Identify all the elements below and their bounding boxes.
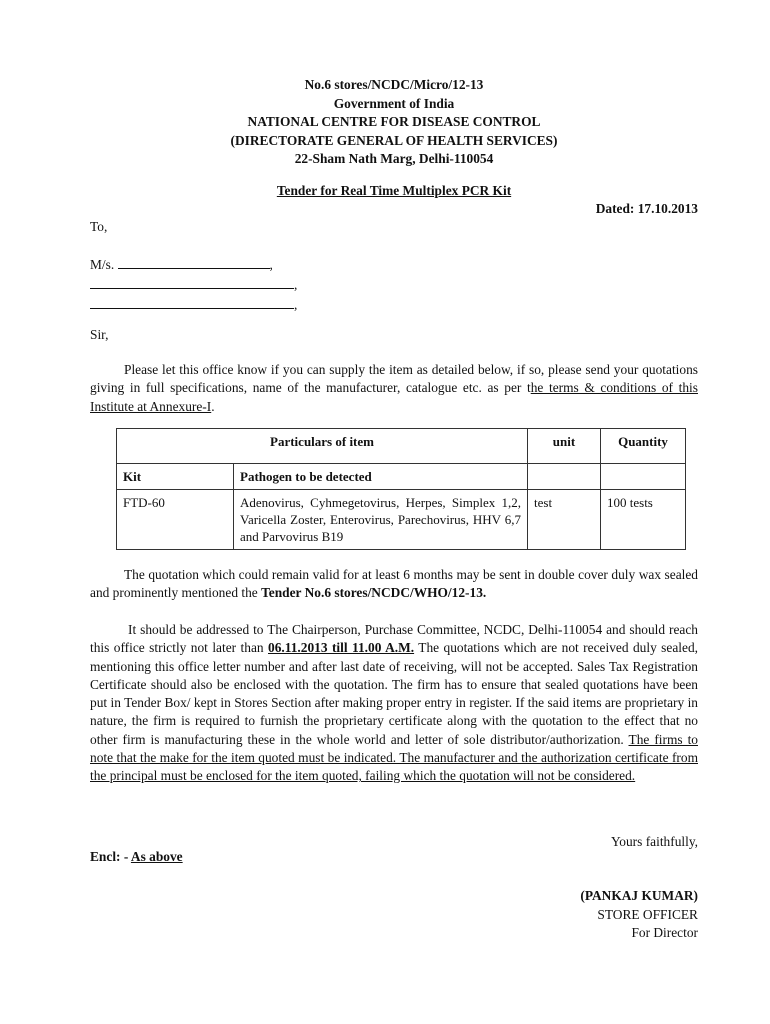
closing: Yours faithfully,: [610, 834, 698, 849]
comma: ,: [294, 297, 298, 312]
tender-number: Tender No.6 stores/NCDC/WHO/12-13.: [261, 585, 487, 601]
addressee-line-3: [90, 295, 297, 315]
header-quantity: Quantity: [601, 429, 686, 464]
signatory-name: (PANKAJ KUMAR): [580, 888, 698, 903]
header-unit: unit: [528, 429, 601, 464]
comma: ,: [269, 257, 273, 272]
letter-header: [90, 76, 698, 169]
ms-prefix: M/s.: [90, 257, 115, 272]
instructions-underlined: The firms to note that the make for the item quoted must be indicated. The manufacturer and the authorization certificate from the principal must be enclosed for the item quoted, failing which the quotation will not be considered.: [90, 731, 698, 784]
addressee-line-2: [90, 275, 297, 295]
addressee-line-1: [90, 255, 297, 275]
blank-line: [118, 257, 270, 269]
table-header-row: [117, 429, 686, 464]
government-line: Government of India: [333, 95, 455, 111]
subheader-pathogen: Pathogen to be detected: [234, 464, 528, 490]
instructions-paragraph: [90, 621, 698, 786]
cell-unit: test: [528, 490, 601, 550]
deadline: 06.11.2013 till 11.00 A.M.: [268, 640, 415, 656]
intro-end: .: [211, 398, 215, 414]
date-line: Dated: 17.10.2013: [595, 201, 698, 216]
enclosure-label: Encl: -: [90, 849, 131, 864]
addressee-block: [90, 255, 297, 315]
cell-quantity: 100 tests: [601, 490, 686, 550]
organization-address: 22-Sham Nath Marg, Delhi-110054: [294, 151, 494, 166]
intro-text: Please let this office know if you can supply the item as detailed below, if so, please send your quotations giving in full specifications, name of the manufacturer, catalogue etc. as per t: [90, 362, 698, 396]
subheader-kit: Kit: [117, 464, 234, 490]
cell-kit: FTD-60: [117, 490, 234, 550]
instructions-text-a: It should be addressed to The Chairperson, Purchase Committee, NCDC, Delhi-110054 and should reach this office strictly not later than: [90, 622, 698, 656]
instructions-text-b: The quotations which are not received duly sealed, mentioning this office letter number and after last date of receiving, will not be accepted. Sales Tax Registration Certificate should also be enclosed with the quotation. The firm has to ensure that sealed quotations have been put in Tender Box/ kept in Stores Section after making proper entry in register. If the said items are proprietary in nature, the firm is required to furnish the proprietary certificate along with the quotation to the effect that no other firm is manufacturing these in the whole world and letter of sole distributor/authorization.: [90, 640, 698, 747]
subheader-unit-empty: [528, 464, 601, 490]
directorate-name: (DIRECTORATE GENERAL OF HEALTH SERVICES): [230, 132, 558, 148]
validity-text: The quotation which could remain valid for at least 6 months may be sent in double cover duly wax sealed and prominently mentioned the: [90, 567, 698, 601]
signatory-for: For Director: [631, 925, 698, 940]
enclosure-value: As above: [130, 849, 183, 864]
intro-paragraph: [90, 361, 698, 416]
signature-block: [580, 887, 698, 943]
signatory-title: STORE OFFICER: [597, 906, 698, 922]
validity-paragraph: [90, 566, 698, 603]
tender-title: Tender for Real Time Multiplex PCR Kit: [276, 183, 512, 198]
salutation: Sir,: [90, 327, 109, 342]
table-subheader-row: [117, 464, 686, 490]
blank-line: [90, 297, 294, 309]
comma: ,: [294, 277, 298, 292]
to-label: To,: [90, 219, 108, 234]
reference-number: No.6 stores/NCDC/Micro/12-13: [304, 77, 484, 92]
table-row: [117, 490, 686, 550]
enclosure-line: [90, 849, 183, 865]
terms-conditions-link: he terms & conditions of this Institute at Annexure-I: [90, 380, 698, 414]
blank-line: [90, 277, 294, 289]
subheader-quantity-empty: [601, 464, 686, 490]
items-table: [116, 428, 686, 550]
organization-name: NATIONAL CENTRE FOR DISEASE CONTROL: [247, 114, 541, 129]
cell-pathogen: Adenovirus, Cyhmegetovirus, Herpes, Simplex 1,2, Varicella Zoster, Enterovirus, Parechovirus, HHV 6,7 and Parvovirus B19: [234, 490, 528, 550]
header-particulars: Particulars of item: [117, 429, 528, 464]
